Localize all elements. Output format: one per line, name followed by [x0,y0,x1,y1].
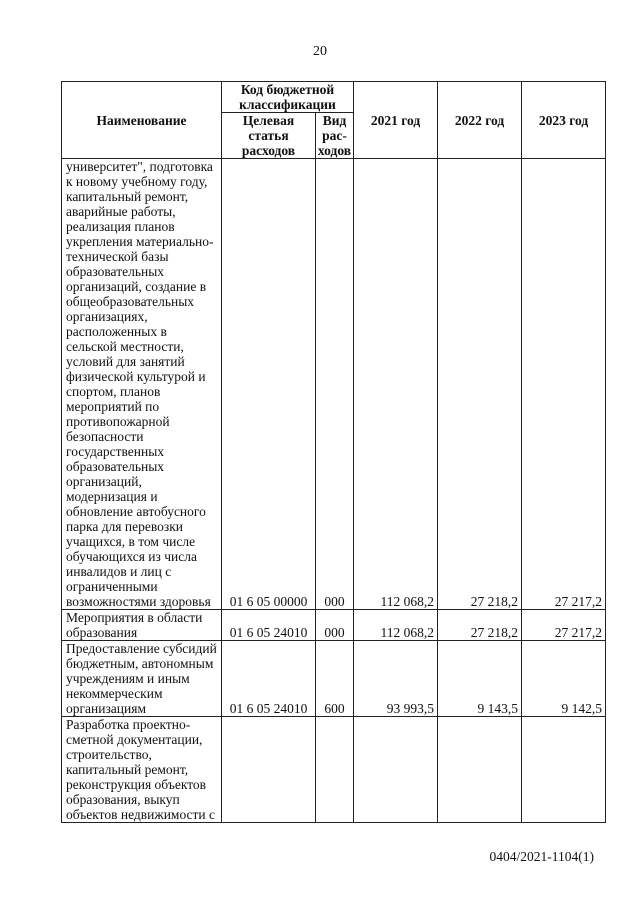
row-target-article: 01 6 05 24010 [222,610,316,641]
table-row [62,641,606,717]
row-expense-type [316,717,354,823]
row-2023: 9 142,5 [522,641,606,717]
row-expense-type: 000 [316,610,354,641]
table-row [62,159,606,610]
document-code: 0404/2021-1104(1) [489,849,594,864]
row-target-article [222,717,316,823]
row-target-article: 01 6 05 00000 [222,159,316,610]
row-2023: 27 217,2 [522,159,606,610]
row-name: Предоставление субсидий бюджетным, автономным учреждениям и иным некоммерческим организациям [62,641,222,717]
header-expense-type: Вид рас- ходов [316,113,354,159]
row-2021: 112 068,2 [354,159,438,610]
row-2021 [354,717,438,823]
row-2021: 93 993,5 [354,641,438,717]
row-target-article: 01 6 05 24010 [222,641,316,717]
header-name: Наименование [62,82,222,159]
row-expense-type: 600 [316,641,354,717]
row-2022: 9 143,5 [438,641,522,717]
header-2023: 2023 год [522,82,606,159]
table-row [62,717,606,823]
budget-table [61,81,606,823]
header-2022: 2022 год [438,82,522,159]
row-name: Разработка проектно-сметной документации, строительство, капитальный ремонт, реконструкция объектов образования, выкуп объектов недвижимости с [62,717,222,823]
page-number: 20 [313,44,327,59]
row-2022: 27 218,2 [438,159,522,610]
header-budget-code: Код бюджетной классификации [222,82,354,113]
row-2021: 112 068,2 [354,610,438,641]
row-2023 [522,717,606,823]
row-2022 [438,717,522,823]
row-name: университет", подготовка к новому учебному году, капитальный ремонт, аварийные работы, реализация планов укрепления материально-технической базы образовательных организаций, создание в общеобразовательных организациях, расположенных в сельской местности, условий для занятий физической культурой и спортом, планов мероприятий по противопожарной безопасности государственных образовательных организаций, модернизация и обновление автобусного парка для перевозки учащихся, в том числе обучающихся из числа инвалидов и лиц с ограниченными возможностями здоровья [62,159,222,610]
header-2021: 2021 год [354,82,438,159]
row-2023: 27 217,2 [522,610,606,641]
row-expense-type: 000 [316,159,354,610]
row-name: Мероприятия в области образования [62,610,222,641]
table-row [62,610,606,641]
header-target-article: Целевая статья расходов [222,113,316,159]
row-2022: 27 218,2 [438,610,522,641]
